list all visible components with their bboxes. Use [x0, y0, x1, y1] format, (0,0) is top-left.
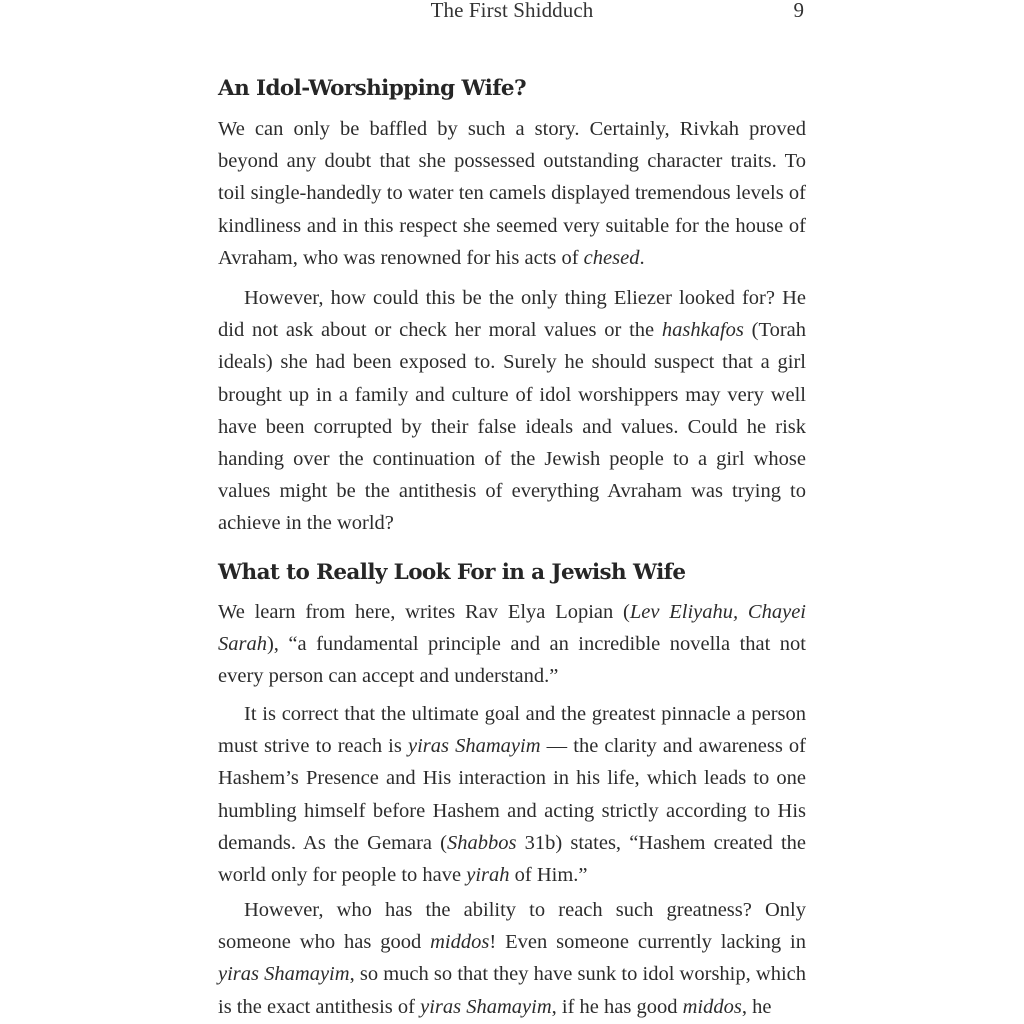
text-line [218, 764, 806, 792]
italic-term: chesed [583, 246, 640, 269]
text-run: have been corrupted by their false ideals and values. Could he risk [218, 415, 806, 438]
text-run: . [639, 246, 645, 269]
page-number: 9 [793, 0, 804, 22]
text-run: , so much so that they have sunk to idol worship, which [349, 963, 806, 986]
italic-term: middos [682, 995, 742, 1018]
italic-term: yiras Shamayim [218, 963, 350, 986]
text-run: 31b) states, “Hashem created the [516, 831, 806, 854]
text-run: Hashem’s Presence and His interaction in his life, which leads to one [218, 767, 806, 790]
text-line [218, 797, 806, 825]
running-header [218, 0, 806, 26]
section-heading: What to Really Look For in a Jewish Wife [218, 560, 686, 585]
text-run: However, who has the ability to reach such greatness? Only [244, 899, 806, 921]
text-line [218, 630, 806, 658]
text-line [218, 509, 806, 537]
section-heading: An Idol-Worshipping Wife? [218, 76, 526, 101]
text-run: of Him.” [509, 864, 588, 886]
text-line [218, 700, 806, 728]
text-run: achieve in the world? [218, 512, 394, 535]
text-run: ideals) she had been exposed to. Surely he should suspect that a girl [218, 351, 806, 374]
text-run: beyond any doubt that she possessed outstanding character traits. To [218, 150, 806, 173]
italic-term: middos [430, 931, 490, 954]
text-run: toil single-handedly to water ten camels displayed tremendous levels of [218, 182, 806, 205]
text-line [218, 445, 806, 473]
text-line [218, 662, 806, 690]
text-line [218, 861, 806, 889]
text-run: , if he has good [551, 995, 683, 1018]
text-run: However, how could this be the only thing Eliezer looked for? He [244, 287, 806, 309]
text-run: , he [741, 995, 772, 1018]
text-line [218, 896, 806, 924]
text-run: kindliness and in this respect she seemed very suitable for the house of [218, 214, 806, 237]
text-line [218, 598, 806, 626]
text-line [218, 284, 806, 312]
italic-term: yiras Shamayim [420, 995, 552, 1018]
text-run: did not ask about or check her moral values or the [218, 319, 662, 342]
text-run: values might be the antithesis of everything Avraham was trying to [218, 480, 806, 503]
text-line [218, 413, 806, 441]
text-run: world only for people to have [218, 864, 467, 886]
text-run: Avraham, who was renowned for his acts of [218, 246, 584, 269]
text-run: We learn from here, writes Rav Elya Lopian ( [218, 601, 630, 623]
text-run: humbling himself before Hashem and acting strictly according to His [218, 799, 806, 822]
text-line [218, 179, 806, 207]
italic-term: Lev Eliyahu, Chayei [629, 601, 806, 623]
text-line [218, 381, 806, 409]
text-run: We can only be baffled by such a story. Certainly, Rivkah proved [218, 118, 806, 140]
text-line [218, 993, 806, 1021]
text-run: handing over the continuation of the Jewish people to a girl whose [218, 448, 806, 470]
text-line [218, 212, 806, 240]
text-run: must strive to reach is [218, 735, 408, 758]
text-line [218, 147, 806, 175]
text-run: ), “a fundamental principle and an incredible novella that not [266, 633, 806, 656]
running-title: The First Shidduch [430, 0, 594, 22]
text-line [218, 928, 806, 956]
text-line [218, 477, 806, 505]
text-run: someone who has good [218, 931, 431, 954]
italic-term: Shabbos [447, 831, 517, 854]
text-run: every person can accept and understand.” [218, 665, 559, 688]
italic-term: hashkafos [661, 319, 744, 342]
text-run: is the exact antithesis of [218, 995, 421, 1018]
text-run: brought up in a family and culture of idol worshippers may very well [218, 383, 806, 406]
italic-term: yirah [466, 864, 510, 886]
text-line [218, 348, 806, 376]
text-run: (Torah [743, 319, 807, 342]
text-line [218, 115, 806, 143]
text-run: — the clarity and awareness of [540, 735, 807, 758]
italic-term: Sarah [218, 633, 267, 656]
text-line [218, 316, 806, 344]
text-line [218, 732, 806, 760]
text-line [218, 960, 806, 988]
italic-term: yiras Shamayim [407, 735, 541, 758]
text-line [218, 829, 806, 857]
text-line [218, 244, 806, 272]
text-run: demands. As the Gemara ( [218, 831, 448, 854]
text-run: It is correct that the ultimate goal and the greatest pinnacle a person [244, 703, 806, 725]
text-run: ! Even someone currently lacking in [489, 931, 806, 954]
